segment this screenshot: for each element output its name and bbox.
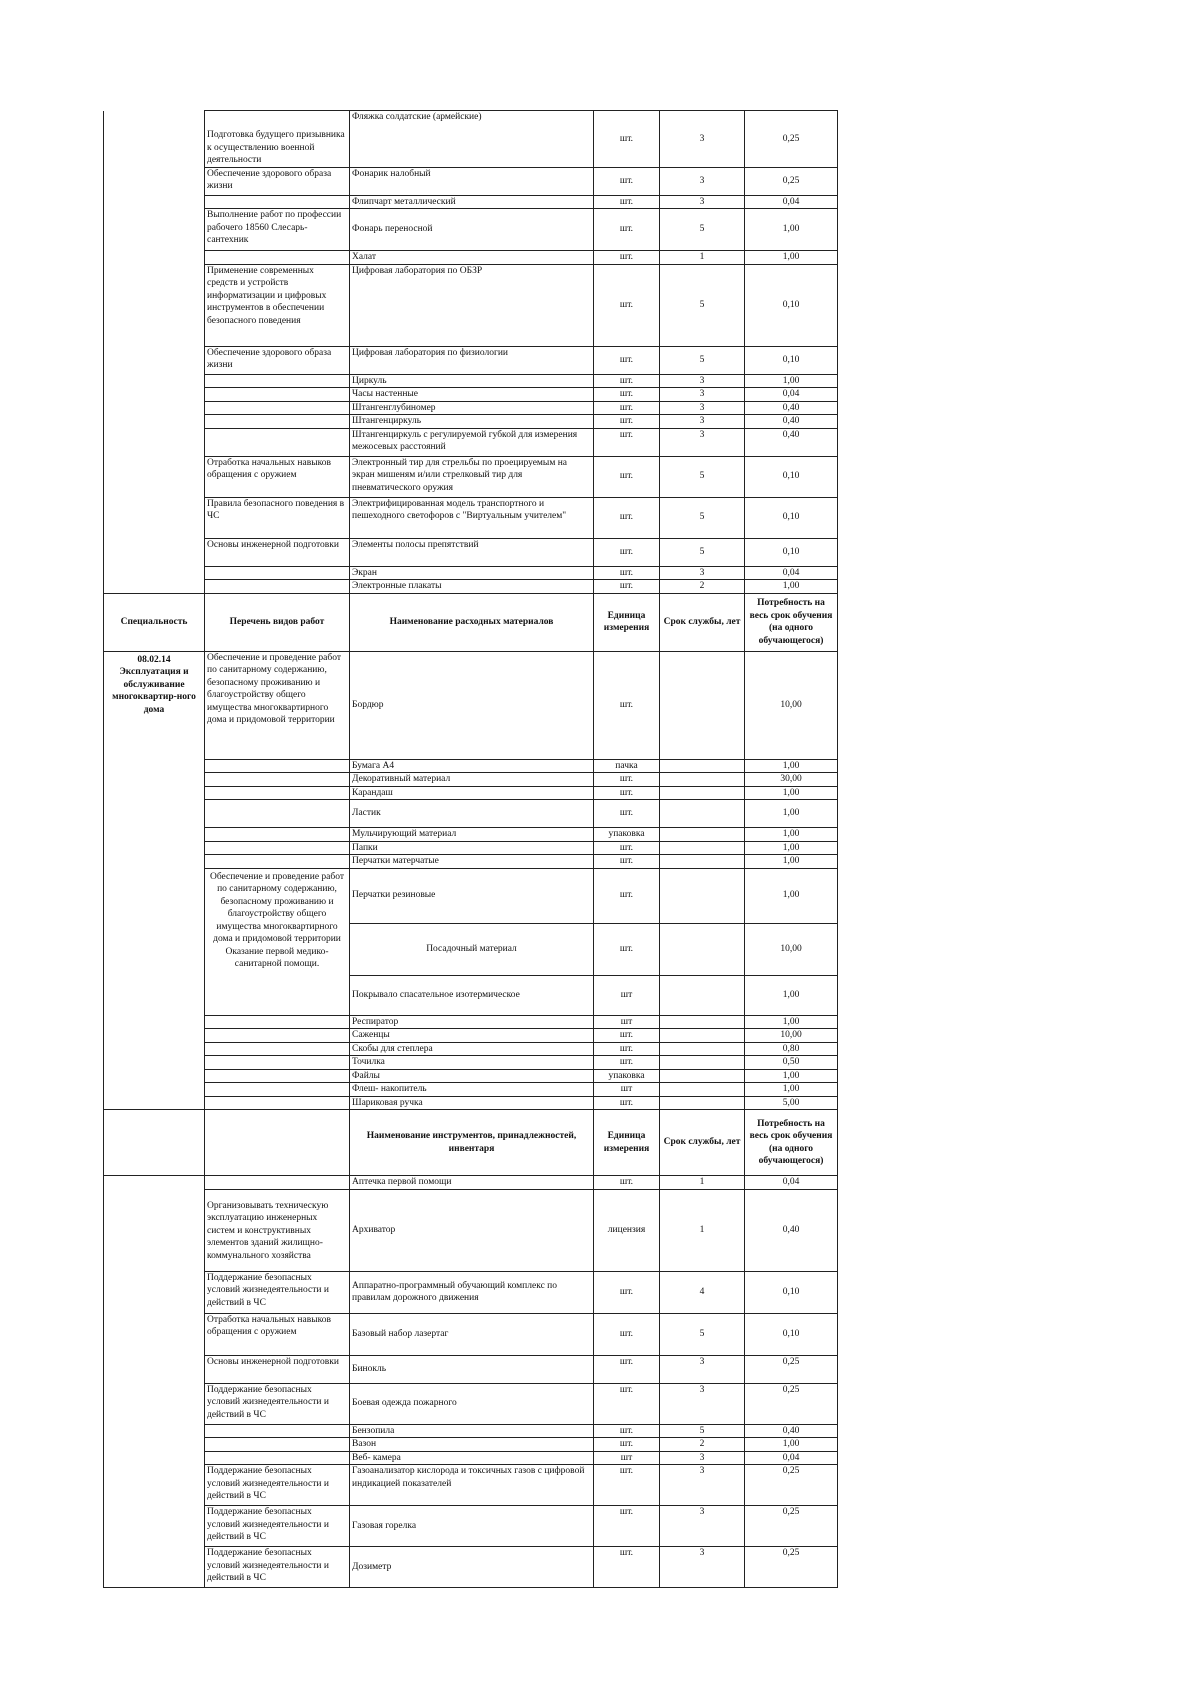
need-cell: 0,10 xyxy=(745,264,838,346)
service-life-cell: 5 xyxy=(660,1313,745,1355)
work-type-cell: Обеспечение здорового образа жизни xyxy=(205,346,350,374)
work-type-cell: Организовывать техническую эксплуатацию инженерных систем и конструктивных элементов зданий жилищно-коммунального хозяйства xyxy=(205,1189,350,1271)
service-life-cell: 5 xyxy=(660,346,745,374)
work-type-cell xyxy=(205,1042,350,1056)
unit-cell: шт. xyxy=(594,1355,660,1383)
service-life-cell: 3 xyxy=(660,428,745,456)
work-type-cell xyxy=(205,1015,350,1029)
need-cell: 0,10 xyxy=(745,456,838,497)
need-cell: 0,10 xyxy=(745,346,838,374)
service-life-cell xyxy=(660,1042,745,1056)
unit-cell: шт. xyxy=(594,1042,660,1056)
work-type-cell xyxy=(205,388,350,402)
table-header-row xyxy=(104,1110,838,1176)
work-type-cell: Поддержание безопасных условий жизнедеятельности и действий в ЧС xyxy=(205,1547,350,1588)
item-name-cell: Аптечка первой помощи xyxy=(350,1176,594,1190)
table-row xyxy=(104,428,838,456)
service-life-cell: 3 xyxy=(660,415,745,429)
table-row xyxy=(104,538,838,566)
service-life-cell xyxy=(660,868,745,923)
need-cell: 10,00 xyxy=(745,651,838,759)
unit-cell: шт. xyxy=(594,841,660,855)
need-cell: 0,25 xyxy=(745,1355,838,1383)
unit-cell: пачка xyxy=(594,759,660,773)
need-cell: 0,10 xyxy=(745,1313,838,1355)
need-cell: 0,04 xyxy=(745,1451,838,1465)
item-name-cell: Вазон xyxy=(350,1438,594,1452)
unit-cell: упаковка xyxy=(594,1069,660,1083)
service-life-cell xyxy=(660,1083,745,1097)
header-service-life: Срок службы, лет xyxy=(660,593,745,651)
item-name-cell: Флипчарт металлический xyxy=(350,195,594,209)
service-life-cell: 3 xyxy=(660,1547,745,1588)
unit-cell: упаковка xyxy=(594,828,660,842)
header-service-life: Срок службы, лет xyxy=(660,1110,745,1176)
service-life-cell xyxy=(660,651,745,759)
table-row xyxy=(104,388,838,402)
service-life-cell: 3 xyxy=(660,195,745,209)
table-row xyxy=(104,167,838,195)
unit-cell: шт. xyxy=(594,374,660,388)
need-cell: 1,00 xyxy=(745,855,838,869)
item-name-cell: Электронные плакаты xyxy=(350,580,594,594)
item-name-cell: Халат xyxy=(350,251,594,265)
item-name-cell: Покрывало спасательное изотермическое xyxy=(350,975,594,1015)
unit-cell: шт. xyxy=(594,401,660,415)
table-row xyxy=(104,1465,838,1506)
item-name-cell: Дозиметр xyxy=(350,1547,594,1588)
table-row xyxy=(104,786,838,800)
service-life-cell: 3 xyxy=(660,1383,745,1424)
work-type-cell xyxy=(205,401,350,415)
service-life-cell xyxy=(660,975,745,1015)
work-type-cell xyxy=(205,828,350,842)
unit-cell: шт. xyxy=(594,1465,660,1506)
service-life-cell: 5 xyxy=(660,264,745,346)
work-type-cell xyxy=(205,374,350,388)
table-row xyxy=(104,1313,838,1355)
table-row xyxy=(104,1189,838,1271)
table-row xyxy=(104,580,838,594)
work-type-cell xyxy=(205,1056,350,1070)
need-cell: 5,00 xyxy=(745,1096,838,1110)
need-cell: 1,00 xyxy=(745,828,838,842)
unit-cell: шт. xyxy=(594,209,660,251)
work-type-cell xyxy=(205,759,350,773)
service-life-cell: 3 xyxy=(660,566,745,580)
need-cell: 1,00 xyxy=(745,1438,838,1452)
work-type-cell: Выполнение работ по профессии рабочего 18560 Слесарь-сантехник xyxy=(205,209,350,251)
need-cell: 1,00 xyxy=(745,1069,838,1083)
table-row xyxy=(104,1056,838,1070)
table-row xyxy=(104,1271,838,1313)
unit-cell: шт. xyxy=(594,923,660,975)
service-life-cell: 5 xyxy=(660,497,745,538)
unit-cell: шт. xyxy=(594,415,660,429)
header-works: Перечень видов работ xyxy=(205,593,350,651)
unit-cell: шт. xyxy=(594,497,660,538)
service-life-cell xyxy=(660,773,745,787)
specialty-cell-empty xyxy=(104,111,205,594)
table-row xyxy=(104,1424,838,1438)
unit-cell: шт. xyxy=(594,786,660,800)
service-life-cell: 3 xyxy=(660,1451,745,1465)
item-name-cell: Фляжка солдатские (армейские) xyxy=(350,111,594,168)
need-cell: 0,04 xyxy=(745,388,838,402)
work-type-cell xyxy=(205,773,350,787)
unit-cell: шт xyxy=(594,1083,660,1097)
table-row xyxy=(104,1069,838,1083)
specialty-name-cell: 08.02.14 Эксплуатация и обслуживание многоквартир-ного дома xyxy=(104,651,205,1110)
service-life-cell xyxy=(660,1069,745,1083)
unit-cell: шт. xyxy=(594,800,660,828)
work-type-cell xyxy=(205,800,350,828)
service-life-cell: 1 xyxy=(660,1176,745,1190)
service-life-cell xyxy=(660,828,745,842)
table-header-row xyxy=(104,593,838,651)
work-type-cell xyxy=(205,251,350,265)
need-cell: 0,25 xyxy=(745,1383,838,1424)
unit-cell: шт. xyxy=(594,1029,660,1043)
work-type-cell: Поддержание безопасных условий жизнедеятельности и действий в ЧС xyxy=(205,1506,350,1547)
item-name-cell: Бордюр xyxy=(350,651,594,759)
need-cell: 1,00 xyxy=(745,841,838,855)
table-row xyxy=(104,1355,838,1383)
unit-cell: шт. xyxy=(594,1506,660,1547)
header-item-name: Наименование инструментов, принадлежностей, инвентаря xyxy=(350,1110,594,1176)
table-row xyxy=(104,264,838,346)
service-life-cell: 1 xyxy=(660,1189,745,1271)
work-type-cell: Основы инженерной подготовки xyxy=(205,1355,350,1383)
unit-cell: лицензия xyxy=(594,1189,660,1271)
table-row xyxy=(104,497,838,538)
work-type-cell: Отработка начальных навыков обращения с оружием xyxy=(205,1313,350,1355)
need-cell: 0,25 xyxy=(745,1465,838,1506)
unit-cell: шт. xyxy=(594,1271,660,1313)
item-name-cell: Посадочный материал xyxy=(350,923,594,975)
table-row xyxy=(104,1383,838,1424)
service-life-cell xyxy=(660,841,745,855)
service-life-cell xyxy=(660,1056,745,1070)
service-life-cell: 3 xyxy=(660,401,745,415)
item-name-cell: Саженцы xyxy=(350,1029,594,1043)
service-life-cell: 3 xyxy=(660,1355,745,1383)
unit-cell: шт. xyxy=(594,855,660,869)
inventory-table xyxy=(103,110,838,1588)
table-row xyxy=(104,759,838,773)
service-life-cell: 5 xyxy=(660,1424,745,1438)
work-type-cell xyxy=(205,1029,350,1043)
table-row xyxy=(104,251,838,265)
need-cell: 0,40 xyxy=(745,1189,838,1271)
item-name-cell: Цифровая лаборатория по физиологии xyxy=(350,346,594,374)
service-life-cell xyxy=(660,1029,745,1043)
unit-cell: шт. xyxy=(594,868,660,923)
unit-cell: шт. xyxy=(594,111,660,168)
unit-cell: шт. xyxy=(594,388,660,402)
work-type-cell: Применение современных средств и устройств информатизации и цифровых инструментов в обеспечении безопасного поведения xyxy=(205,264,350,346)
work-type-cell xyxy=(205,1096,350,1110)
item-name-cell: Скобы для степлера xyxy=(350,1042,594,1056)
need-cell: 1,00 xyxy=(745,1015,838,1029)
item-name-cell: Штангенциркуль с регулируемой губкой для измерения межосевых расстояний xyxy=(350,428,594,456)
item-name-cell: Перчатки резиновые xyxy=(350,868,594,923)
table-row xyxy=(104,1083,838,1097)
service-life-cell xyxy=(660,855,745,869)
work-type-cell xyxy=(205,1438,350,1452)
table-row xyxy=(104,1176,838,1190)
unit-cell: шт. xyxy=(594,538,660,566)
need-cell: 1,00 xyxy=(745,786,838,800)
work-type-cell xyxy=(205,1424,350,1438)
specialty-cell-empty xyxy=(104,1176,205,1588)
need-cell: 0,04 xyxy=(745,195,838,209)
item-name-cell: Перчатки матерчатые xyxy=(350,855,594,869)
item-name-cell: Папки xyxy=(350,841,594,855)
need-cell: 0,25 xyxy=(745,167,838,195)
unit-cell: шт. xyxy=(594,1438,660,1452)
item-name-cell: Респиратор xyxy=(350,1015,594,1029)
need-cell: 10,00 xyxy=(745,923,838,975)
need-cell: 0,25 xyxy=(745,111,838,168)
service-life-cell: 2 xyxy=(660,1438,745,1452)
unit-cell: шт. xyxy=(594,580,660,594)
item-name-cell: Декоративный материал xyxy=(350,773,594,787)
item-name-cell: Флеш- накопитель xyxy=(350,1083,594,1097)
item-name-cell: Штангенглубиномер xyxy=(350,401,594,415)
work-type-merged-cell: Обеспечение и проведение работ по санитарному содержанию, безопасному проживанию и благоустройству общего имущества многоквартирного дома и придомовой территории Оказание первой медико-санитарной помощи. xyxy=(205,868,350,1015)
need-cell: 0,50 xyxy=(745,1056,838,1070)
service-life-cell: 3 xyxy=(660,1465,745,1506)
work-type-cell xyxy=(205,566,350,580)
item-name-cell: Газовая горелка xyxy=(350,1506,594,1547)
need-cell: 0,40 xyxy=(745,428,838,456)
need-cell: 10,00 xyxy=(745,1029,838,1043)
need-cell: 0,40 xyxy=(745,1424,838,1438)
need-cell: 0,10 xyxy=(745,1271,838,1313)
work-type-cell xyxy=(205,428,350,456)
item-name-cell: Циркуль xyxy=(350,374,594,388)
table-row xyxy=(104,651,838,759)
unit-cell: шт. xyxy=(594,167,660,195)
service-life-cell xyxy=(660,923,745,975)
item-name-cell: Бумага А4 xyxy=(350,759,594,773)
header-item-name: Наименование расходных материалов xyxy=(350,593,594,651)
need-cell: 30,00 xyxy=(745,773,838,787)
header-specialty-empty xyxy=(104,1110,205,1176)
item-name-cell: Шариковая ручка xyxy=(350,1096,594,1110)
item-name-cell: Элементы полосы препятствий xyxy=(350,538,594,566)
service-life-cell: 4 xyxy=(660,1271,745,1313)
need-cell: 1,00 xyxy=(745,209,838,251)
need-cell: 0,10 xyxy=(745,497,838,538)
item-name-cell: Фонарик налобный xyxy=(350,167,594,195)
unit-cell: шт. xyxy=(594,251,660,265)
table-row xyxy=(104,374,838,388)
need-cell: 0,04 xyxy=(745,566,838,580)
item-name-cell: Бензопила xyxy=(350,1424,594,1438)
table-row xyxy=(104,841,838,855)
table-row xyxy=(104,209,838,251)
table-row xyxy=(104,1438,838,1452)
service-life-cell: 3 xyxy=(660,167,745,195)
table-row xyxy=(104,456,838,497)
work-type-cell: Обеспечение здорового образа жизни xyxy=(205,167,350,195)
need-cell: 1,00 xyxy=(745,868,838,923)
unit-cell: шт xyxy=(594,1451,660,1465)
unit-cell: шт. xyxy=(594,1424,660,1438)
table-row xyxy=(104,868,838,923)
need-cell: 1,00 xyxy=(745,374,838,388)
unit-cell: шт. xyxy=(594,1096,660,1110)
item-name-cell: Боевая одежда пожарного xyxy=(350,1383,594,1424)
item-name-cell: Базовый набор лазертаг xyxy=(350,1313,594,1355)
work-type-cell xyxy=(205,786,350,800)
header-specialty: Специальность xyxy=(104,593,205,651)
work-type-cell: Обеспечение и проведение работ по санитарному содержанию, безопасному проживанию и благоустройству общего имущества многоквартирного дома и придомовой территории xyxy=(205,651,350,759)
table-row xyxy=(104,828,838,842)
item-name-cell: Веб- камера xyxy=(350,1451,594,1465)
table-row xyxy=(104,1547,838,1588)
item-name-cell: Бинокль xyxy=(350,1355,594,1383)
service-life-cell xyxy=(660,1015,745,1029)
work-type-cell: Поддержание безопасных условий жизнедеятельности и действий в ЧС xyxy=(205,1465,350,1506)
work-type-cell xyxy=(205,855,350,869)
work-type-cell: Поддержание безопасных условий жизнедеятельности и действий в ЧС xyxy=(205,1383,350,1424)
work-type-cell: Поддержание безопасных условий жизнедеятельности и действий в ЧС xyxy=(205,1271,350,1313)
unit-cell: шт. xyxy=(594,1383,660,1424)
table-row xyxy=(104,401,838,415)
item-name-cell: Электронный тир для стрельбы по проецируемым на экран мишеням и/или стрелковый тир для пневматического оружия xyxy=(350,456,594,497)
item-name-cell: Газоанализатор кислорода и токсичных газов с цифровой индикацией показателей xyxy=(350,1465,594,1506)
item-name-cell: Мульчирующий материал xyxy=(350,828,594,842)
unit-cell: шт. xyxy=(594,1547,660,1588)
unit-cell: шт. xyxy=(594,1313,660,1355)
table-row xyxy=(104,855,838,869)
unit-cell: шт. xyxy=(594,346,660,374)
need-cell: 0,40 xyxy=(745,415,838,429)
unit-cell: шт. xyxy=(594,651,660,759)
table-row xyxy=(104,195,838,209)
item-name-cell: Часы настенные xyxy=(350,388,594,402)
service-life-cell: 3 xyxy=(660,388,745,402)
unit-cell: шт. xyxy=(594,773,660,787)
work-type-cell: Подготовка будущего призывника к осуществлению военной деятельности xyxy=(205,111,350,168)
unit-cell: шт. xyxy=(594,456,660,497)
work-type-cell: Правила безопасного поведения в ЧС xyxy=(205,497,350,538)
need-cell: 1,00 xyxy=(745,580,838,594)
work-type-cell xyxy=(205,195,350,209)
header-unit: Единица измерения xyxy=(594,593,660,651)
service-life-cell: 1 xyxy=(660,251,745,265)
table-row xyxy=(104,346,838,374)
item-name-cell: Карандаш xyxy=(350,786,594,800)
item-name-cell: Аппаратно-программный обучающий комплекс по правилам дорожного движения xyxy=(350,1271,594,1313)
service-life-cell xyxy=(660,786,745,800)
service-life-cell: 3 xyxy=(660,111,745,168)
need-cell: 1,00 xyxy=(745,251,838,265)
need-cell: 0,04 xyxy=(745,1176,838,1190)
unit-cell: шт. xyxy=(594,1176,660,1190)
header-works-empty xyxy=(205,1110,350,1176)
table-row xyxy=(104,1042,838,1056)
table-row xyxy=(104,415,838,429)
unit-cell: шт. xyxy=(594,566,660,580)
unit-cell: шт. xyxy=(594,428,660,456)
header-need: Потребность на весь срок обучения (на одного обучающегося) xyxy=(745,1110,838,1176)
item-name-cell: Архиватор xyxy=(350,1189,594,1271)
table-row xyxy=(104,1029,838,1043)
service-life-cell: 5 xyxy=(660,456,745,497)
table-row xyxy=(104,1015,838,1029)
service-life-cell xyxy=(660,759,745,773)
work-type-cell xyxy=(205,1451,350,1465)
service-life-cell: 2 xyxy=(660,580,745,594)
work-type-cell xyxy=(205,1069,350,1083)
item-name-cell: Ластик xyxy=(350,800,594,828)
need-cell: 1,00 xyxy=(745,1083,838,1097)
header-unit: Единица измерения xyxy=(594,1110,660,1176)
table-row xyxy=(104,800,838,828)
table-row xyxy=(104,1096,838,1110)
item-name-cell: Электрифицированная модель транспортного и пешеходного светофоров с "Виртуальным учителем" xyxy=(350,497,594,538)
need-cell: 0,25 xyxy=(745,1506,838,1547)
unit-cell: шт. xyxy=(594,264,660,346)
need-cell: 1,00 xyxy=(745,975,838,1015)
table-row xyxy=(104,566,838,580)
need-cell: 1,00 xyxy=(745,800,838,828)
service-life-cell: 5 xyxy=(660,538,745,566)
unit-cell: шт. xyxy=(594,1056,660,1070)
item-name-cell: Штангенциркуль xyxy=(350,415,594,429)
item-name-cell: Цифровая лаборатория по ОБЗР xyxy=(350,264,594,346)
need-cell: 1,00 xyxy=(745,759,838,773)
need-cell: 0,40 xyxy=(745,401,838,415)
need-cell: 0,80 xyxy=(745,1042,838,1056)
unit-cell: шт. xyxy=(594,195,660,209)
unit-cell: шт xyxy=(594,975,660,1015)
need-cell: 0,25 xyxy=(745,1547,838,1588)
header-need: Потребность на весь срок обучения (на одного обучающегося) xyxy=(745,593,838,651)
table-row xyxy=(104,1451,838,1465)
service-life-cell xyxy=(660,1096,745,1110)
work-type-cell: Отработка начальных навыков обращения с оружием xyxy=(205,456,350,497)
item-name-cell: Файлы xyxy=(350,1069,594,1083)
work-type-cell xyxy=(205,1176,350,1190)
service-life-cell: 5 xyxy=(660,209,745,251)
work-type-cell xyxy=(205,841,350,855)
unit-cell: шт xyxy=(594,1015,660,1029)
table-row xyxy=(104,773,838,787)
inventory-table-sheet xyxy=(103,110,837,1588)
service-life-cell xyxy=(660,800,745,828)
table-row xyxy=(104,1506,838,1547)
service-life-cell: 3 xyxy=(660,1506,745,1547)
service-life-cell: 3 xyxy=(660,374,745,388)
work-type-cell: Основы инженерной подготовки xyxy=(205,538,350,566)
need-cell: 0,10 xyxy=(745,538,838,566)
item-name-cell: Экран xyxy=(350,566,594,580)
table-row xyxy=(104,111,838,168)
item-name-cell: Фонарь переносной xyxy=(350,209,594,251)
work-type-cell xyxy=(205,1083,350,1097)
item-name-cell: Точилка xyxy=(350,1056,594,1070)
work-type-cell xyxy=(205,415,350,429)
work-type-cell xyxy=(205,580,350,594)
